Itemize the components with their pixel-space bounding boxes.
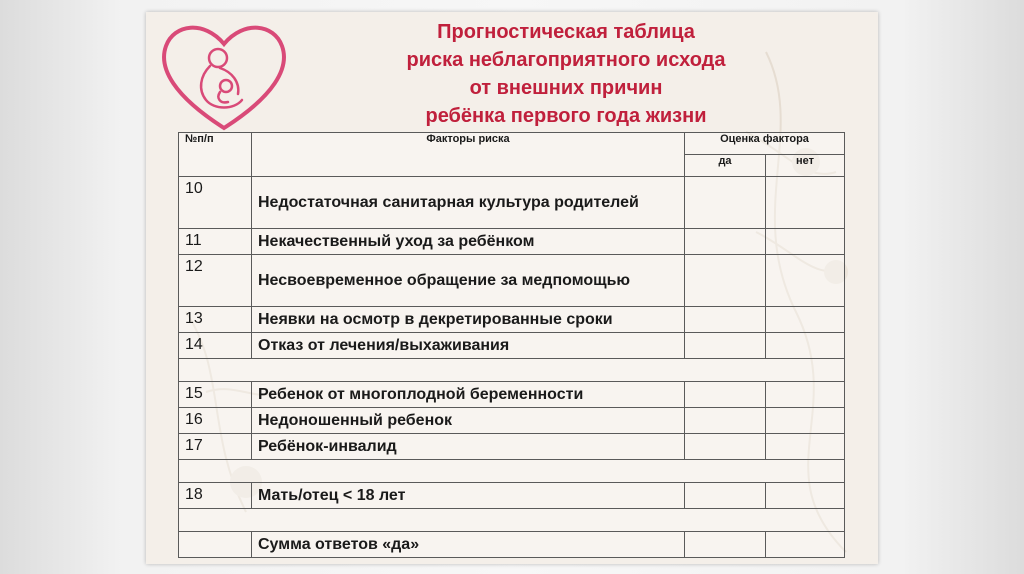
row-num: 14 [179,333,252,359]
sum-row [179,532,845,558]
table-row [179,434,845,460]
cell-no[interactable] [766,177,845,229]
row-num: 12 [179,255,252,307]
header-num: №п/п [179,133,252,177]
row-num: 13 [179,307,252,333]
risk-table [178,132,845,558]
spacer-row [179,460,845,483]
row-num: 17 [179,434,252,460]
row-factor: Ребёнок-инвалид [252,434,685,460]
header-assessment: Оценка фактора [685,133,845,155]
table-row [179,229,845,255]
table-row [179,483,845,509]
title-line-4: ребёнка первого года жизни [425,105,707,127]
cell-yes[interactable] [685,177,766,229]
cell-no[interactable] [766,333,845,359]
cell-yes[interactable] [685,229,766,255]
cell-yes[interactable] [685,483,766,509]
cell-yes[interactable] [685,333,766,359]
cell-no[interactable] [766,483,845,509]
row-factor: Несвоевременное обращение за медпомощью [252,255,685,307]
title-line-3: от внешних причин [469,77,663,99]
row-num: 18 [179,483,252,509]
cell-no[interactable] [766,408,845,434]
row-factor: Отказ от лечения/выхаживания [252,333,685,359]
sum-yes[interactable] [685,532,766,558]
mother-child-heart-logo [154,16,294,136]
cell-yes[interactable] [685,382,766,408]
header-no: нет [766,155,845,177]
cell-yes[interactable] [685,307,766,333]
table-row [179,382,845,408]
row-num: 16 [179,408,252,434]
slide-title [296,18,836,130]
row-num: 11 [179,229,252,255]
table-row [179,408,845,434]
row-factor: Некачественный уход за ребёнком [252,229,685,255]
row-num: 15 [179,382,252,408]
row-factor: Недоношенный ребенок [252,408,685,434]
table-row [179,255,845,307]
cell-no[interactable] [766,307,845,333]
header-yes: да [685,155,766,177]
row-factor: Мать/отец < 18 лет [252,483,685,509]
title-line-1: Прогностическая таблица [437,21,695,43]
cell-yes[interactable] [685,255,766,307]
table-row [179,333,845,359]
row-factor: Недостаточная санитарная культура родителей [252,177,685,229]
cell-yes[interactable] [685,408,766,434]
sum-no[interactable] [766,532,845,558]
sum-label: Сумма ответов «да» [252,532,685,558]
header-factors: Факторы риска [252,133,685,177]
table-row [179,177,845,229]
cell-no[interactable] [766,434,845,460]
cell-no[interactable] [766,382,845,408]
slide [146,12,878,564]
table-row [179,307,845,333]
cell-no[interactable] [766,255,845,307]
row-factor: Неявки на осмотр в декретированные сроки [252,307,685,333]
title-line-2: риска неблагоприятного исхода [406,49,726,71]
row-num: 10 [179,177,252,229]
spacer-row [179,359,845,382]
cell-yes[interactable] [685,434,766,460]
row-factor: Ребенок от многоплодной беременности [252,382,685,408]
spacer-row [179,509,845,532]
cell-no[interactable] [766,229,845,255]
